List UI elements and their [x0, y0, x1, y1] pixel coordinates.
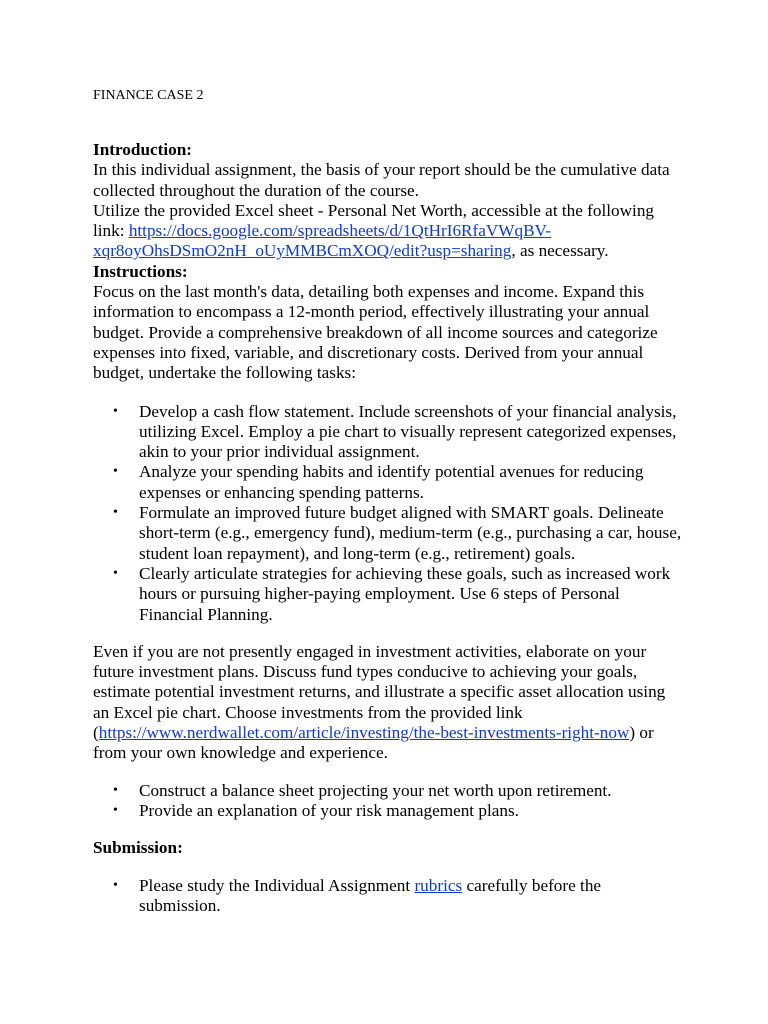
list-item: [93, 801, 683, 821]
list-item: [93, 462, 683, 503]
list-item: [93, 781, 683, 801]
introduction-paragraph: In this individual assignment, the basis of your report should be the cumulative data collected throughout the duration of the course.: [93, 160, 670, 200]
excel-sheet-paragraph: [93, 201, 683, 262]
bullet-icon: •: [113, 403, 118, 419]
excel-sheet-text: Utilize the provided Excel sheet - Personal Net Worth, accessible at the following link:: [93, 200, 655, 241]
list-item-text: Formulate an improved future budget aligned with SMART goals. Delineate short-term (e.g., emergency fund), medium-term (e.g., purchasing a car, house, student loan repayment), and long-term (e.g., retirement) goals.: [139, 503, 682, 563]
nerdwallet-link[interactable]: https://www.nerdwallet.com/article/investing/the-best-investments-right-now: [98, 723, 630, 743]
list-item-text: Construct a balance sheet projecting your net worth upon retirement.: [139, 780, 612, 800]
submission-heading: Submission:: [93, 838, 183, 858]
bullet-icon: •: [113, 877, 118, 893]
list-item-text: Analyze your spending habits and identify potential avenues for reducing expenses or enhancing spending patterns.: [139, 462, 644, 502]
document-header: FINANCE CASE 2: [93, 88, 204, 103]
document-body: [93, 140, 683, 916]
tasks-list: [93, 402, 683, 625]
list-item: [93, 402, 683, 463]
instructions-heading: Instructions:: [93, 261, 188, 281]
list-item-text: Develop a cash flow statement. Include screenshots of your financial analysis, utilizing Excel. Employ a pie chart to visually represent categorized expenses, akin to your prior individual assignment.: [139, 401, 677, 462]
list-item-text: Provide an explanation of your risk management plans.: [139, 800, 519, 820]
bullet-icon: •: [113, 565, 118, 581]
list-item-text: Clearly articulate strategies for achieving these goals, such as increased work hours or pursuing higher-paying employment. Use 6 steps of Personal Financial Planning.: [139, 563, 671, 624]
rubrics-link[interactable]: rubrics: [414, 875, 463, 895]
submission-text: Please study the Individual Assignment: [139, 875, 415, 895]
submission-text-end: carefully before the submission.: [139, 875, 602, 915]
introduction-heading: Introduction:: [93, 140, 193, 159]
list-item: [93, 876, 683, 917]
list-item: [93, 503, 683, 564]
google-sheets-link[interactable]: https://docs.google.com/spreadsheets/d/1QtHrI6RfaVWqBV-xqr8oyOhsDSmO2nH_oUyMMBCmXOQ/edit?usp=sharing: [93, 221, 552, 261]
investment-text: Even if you are not presently engaged in investment activities, elaborate on your future investment plans. Discuss fund types conducive to achieving your goals, estimate potential investment returns, and illustrate a specific asset allocation using an Excel pie chart. Choose investments from the provided link (: [93, 641, 666, 743]
balance-list: [93, 781, 683, 822]
instructions-paragraph: Focus on the last month's data, detailing both expenses and income. Expand this information to encompass a 12-month period, effectively illustrating your annual budget. Provide a comprehensive breakdown of all income sources and categorize expenses into fixed, variable, and discretionary costs. Derived from your annual budget, undertake the following tasks:: [93, 282, 658, 383]
submission-list: [93, 876, 683, 917]
bullet-icon: •: [113, 802, 118, 818]
excel-sheet-text-end: , as necessary.: [511, 241, 609, 261]
investment-text-end: ) or from your own knowledge and experience.: [93, 723, 654, 763]
bullet-icon: •: [113, 782, 118, 798]
bullet-icon: •: [113, 505, 118, 521]
bullet-icon: •: [113, 464, 118, 480]
investment-paragraph: [93, 642, 683, 764]
list-item: [93, 564, 683, 625]
